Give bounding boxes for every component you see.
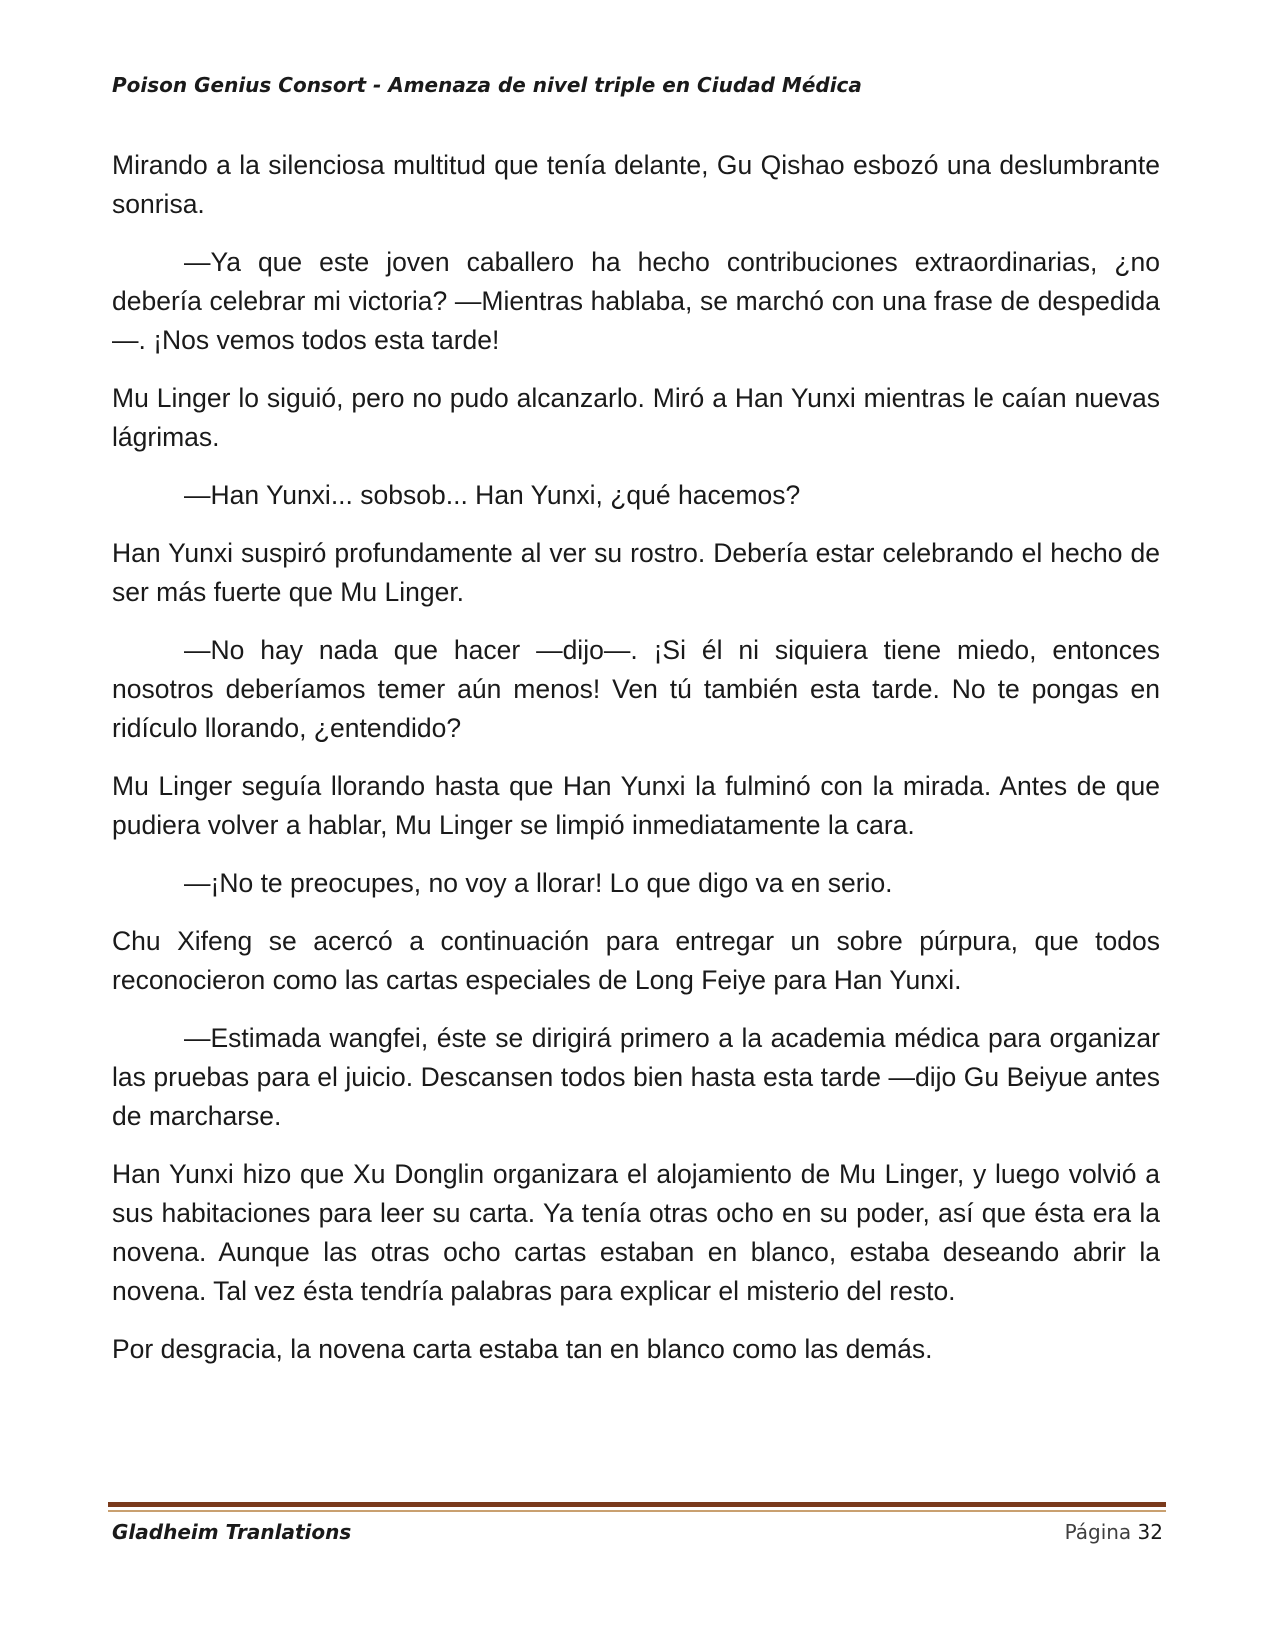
paragraph-10: —Estimada wangfei, éste se dirigirá primero a la academia médica para organizar las pruebas para el juicio. Descansen todos bien hasta esta tarde —dijo Gu Beiyue antes de marcharse. xyxy=(112,1023,1160,1131)
paragraph-5: Han Yunxi suspiró profundamente al ver su rostro. Debería estar celebrando el hecho de ser más fuerte que Mu Linger. xyxy=(112,538,1160,607)
paragraph-3: Mu Linger lo siguió, pero no pudo alcanzarlo. Miró a Han Yunxi mientras le caían nuevas lágrimas. xyxy=(112,383,1160,452)
paragraph-6: —No hay nada que hacer —dijo—. ¡Si él ni siquiera tiene miedo, entonces nosotros deberíamos temer aún menos! Ven tú también esta tarde. No te pongas en ridículo llorando, ¿entendido? xyxy=(112,635,1160,743)
footer-rule xyxy=(108,1502,1166,1507)
footer-publisher: Gladheim Tranlations xyxy=(112,1520,352,1544)
paragraph-9: Chu Xifeng se acercó a continuación para entregar un sobre púrpura, que todos reconocieron como las cartas especiales de Long Feiye para Han Yunxi. xyxy=(112,926,1160,995)
page-number: 32 xyxy=(1137,1520,1163,1544)
running-header: Poison Genius Consort - Amenaza de nivel triple en Ciudad Médica xyxy=(112,73,862,97)
paragraph-12: Por desgracia, la novena carta estaba tan en blanco como las demás. xyxy=(112,1334,933,1364)
paragraph-8: —¡No te preocupes, no voy a llorar! Lo que digo va en serio. xyxy=(184,868,893,898)
page-label: Página xyxy=(1064,1520,1132,1544)
body-text xyxy=(112,146,1160,1388)
page-indicator xyxy=(1065,1520,1163,1544)
paragraph-11: Han Yunxi hizo que Xu Donglin organizara el alojamiento de Mu Linger, y luego volvió a sus habitaciones para leer su carta. Ya tenía otras ocho en su poder, así que ésta era la novena. Aunque las otras ocho cartas estaban en blanco, estaba deseando abrir la novena. Tal vez ésta tendría palabras para explicar el misterio del resto. xyxy=(112,1159,1160,1306)
paragraph-4: —Han Yunxi... sobsob... Han Yunxi, ¿qué hacemos? xyxy=(184,480,801,510)
paragraph-1: Mirando a la silenciosa multitud que tenía delante, Gu Qishao esbozó una deslumbrante sonrisa. xyxy=(112,150,1160,219)
paragraph-7: Mu Linger seguía llorando hasta que Han Yunxi la fulminó con la mirada. Antes de que pudiera volver a hablar, Mu Linger se limpió inmediatamente la cara. xyxy=(112,771,1160,840)
paragraph-2: —Ya que este joven caballero ha hecho contribuciones extraordinarias, ¿no debería celebrar mi victoria? —Mientras hablaba, se marchó con una frase de despedida—. ¡Nos vemos todos esta tarde! xyxy=(112,247,1160,355)
footer-rule-accent xyxy=(108,1510,1166,1512)
